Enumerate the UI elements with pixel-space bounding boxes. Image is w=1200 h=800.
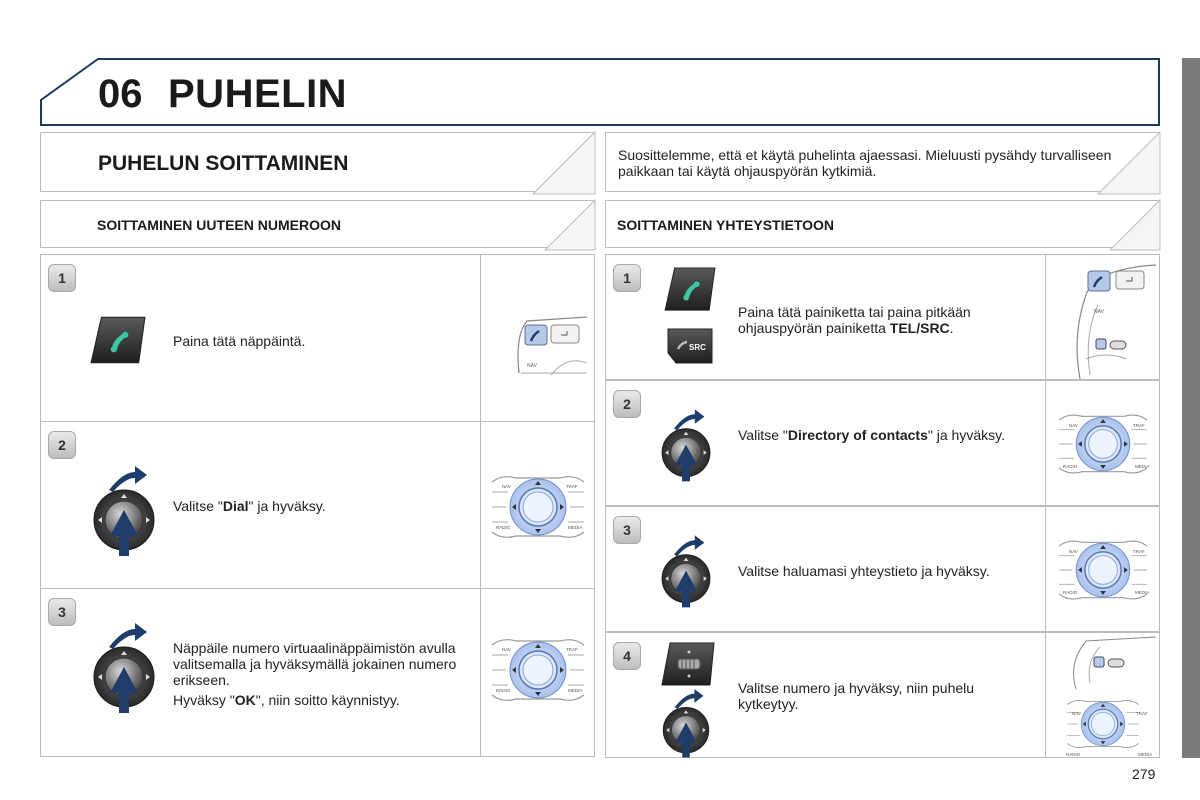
step-number-badge: 2 xyxy=(48,431,76,459)
phone-key-icon xyxy=(663,266,717,312)
svg-text:NAV: NAV xyxy=(1094,309,1104,315)
right-step-1 xyxy=(605,254,1160,380)
thumbwheel-button-icon xyxy=(660,641,716,687)
left-step-1 xyxy=(40,254,595,422)
svg-text:TRAF: TRAF xyxy=(566,484,578,489)
step-text: Valitse numero ja hyväksy, niin puhelu kytkeytyy. xyxy=(738,680,975,712)
svg-text:RADIO: RADIO xyxy=(1063,464,1078,469)
step-text: Valitse haluamasi yhteystieto ja hyväksy. xyxy=(738,563,990,579)
control-knob-icon xyxy=(658,683,714,759)
svg-text:MEDIA: MEDIA xyxy=(1135,464,1150,469)
svg-text:RADIO: RADIO xyxy=(1063,590,1078,595)
control-knob-icon xyxy=(89,615,159,715)
step-text: Paina tätä näppäintä. xyxy=(173,333,306,349)
svg-text:MEDIA: MEDIA xyxy=(568,688,583,693)
advice-box xyxy=(605,132,1160,192)
control-panel-thumbnail xyxy=(1045,507,1159,631)
steering-and-panel-thumbnail xyxy=(1045,633,1159,757)
chapter-number: 06 xyxy=(98,72,143,116)
subsection-title: SOITTAMINEN UUTEEN NUMEROON xyxy=(97,217,341,233)
svg-text:NAV: NAV xyxy=(1069,423,1078,428)
svg-text:MEDIA: MEDIA xyxy=(568,525,583,530)
svg-text:TRAF: TRAF xyxy=(1133,549,1145,554)
svg-text:MEDIA: MEDIA xyxy=(1135,590,1150,595)
control-knob-icon xyxy=(658,529,714,609)
subsection-title: SOITTAMINEN YHTEYSTIETOON xyxy=(617,217,835,233)
chapter-title: PUHELIN xyxy=(168,72,348,116)
chapter-header xyxy=(40,58,1160,126)
svg-text:TRAF: TRAF xyxy=(566,647,578,652)
safety-advice-text: Suosittelemme, että et käytä puhelinta ajaessasi. Mieluusti pysähdy turvalliseen paikkaan tai käytä ohjauspyörän kytkimiä. xyxy=(618,147,1112,179)
left-step-3 xyxy=(40,588,595,757)
step-number-badge: 3 xyxy=(48,598,76,626)
svg-text:NAV: NAV xyxy=(1072,711,1081,716)
step-text: Näppäile numero virtuaalinäppäimistön avulla valitsemalla ja hyväksymällä jokainen numero erikseen. Hyväksy "OK", niin soitto käynnistyy. xyxy=(173,640,457,708)
step-text: Valitse "Dial" ja hyväksy. xyxy=(173,498,326,514)
svg-text:NAV: NAV xyxy=(502,647,511,652)
phone-key-icon xyxy=(89,315,147,365)
left-step-2 xyxy=(40,421,595,589)
subsection-new-number xyxy=(40,200,595,248)
svg-text:MEDIA: MEDIA xyxy=(1138,752,1153,757)
right-step-3 xyxy=(605,506,1160,632)
control-panel-thumbnail xyxy=(480,422,594,588)
svg-text:NAV: NAV xyxy=(502,484,511,489)
right-step-2 xyxy=(605,380,1160,506)
control-panel-thumbnail xyxy=(480,589,594,756)
step-number-badge: 3 xyxy=(613,516,641,544)
side-tab xyxy=(1182,58,1200,758)
svg-text:NAV: NAV xyxy=(527,363,537,369)
svg-text:RADIO: RADIO xyxy=(1066,752,1081,757)
step-number-badge: 1 xyxy=(48,264,76,292)
svg-text:NAV: NAV xyxy=(1069,549,1078,554)
svg-text:RADIO: RADIO xyxy=(496,688,511,693)
section-title: PUHELUN SOITTAMINEN xyxy=(98,152,349,175)
step-text: Valitse "Directory of contacts" ja hyväksy. xyxy=(738,427,1005,443)
steering-wheel-thumbnail xyxy=(480,255,594,421)
control-knob-icon xyxy=(89,458,159,558)
subsection-contact xyxy=(605,200,1160,248)
svg-text:RADIO: RADIO xyxy=(496,525,511,530)
tel-src-button-icon xyxy=(666,327,714,365)
step-text: Paina tätä painiketta tai paina pitkään ohjauspyörän painiketta TEL/SRC. xyxy=(738,304,971,336)
svg-text:TRAF: TRAF xyxy=(1136,711,1148,716)
svg-text:SRC: SRC xyxy=(689,343,706,352)
step-number-badge: 1 xyxy=(613,264,641,292)
control-knob-icon xyxy=(658,403,714,483)
page-number: 279 xyxy=(1132,766,1156,782)
step-number-badge: 4 xyxy=(613,642,641,670)
steering-wheel-thumbnail xyxy=(1045,255,1159,379)
section-title-box xyxy=(40,132,595,192)
control-panel-thumbnail xyxy=(1045,381,1159,505)
right-step-4 xyxy=(605,632,1160,758)
svg-text:TRAF: TRAF xyxy=(1133,423,1145,428)
step-number-badge: 2 xyxy=(613,390,641,418)
